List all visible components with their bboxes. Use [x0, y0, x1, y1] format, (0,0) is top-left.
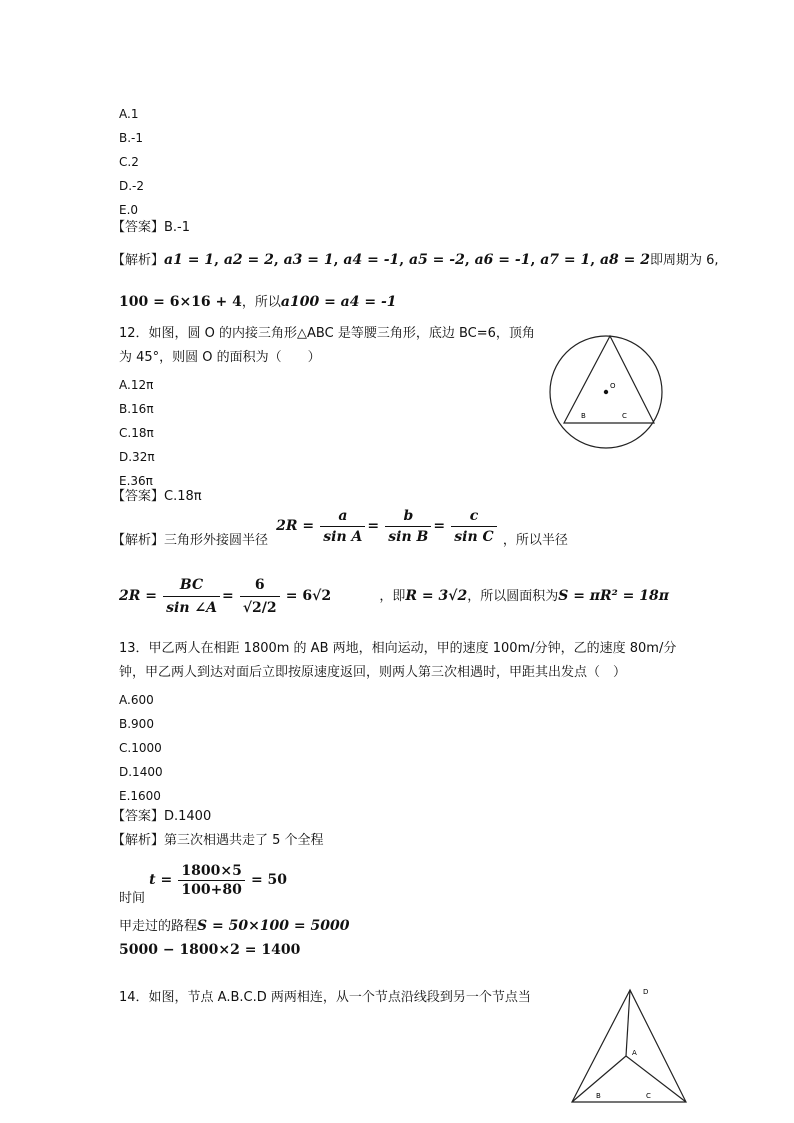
label-o: O	[610, 382, 616, 390]
frac-num: 6	[240, 574, 280, 597]
time-label: 时间	[119, 891, 146, 906]
after-law-text: ，所以半径	[502, 533, 568, 548]
seq-term: a6 = -1	[474, 252, 531, 268]
seq-term: a8 = 2	[599, 252, 651, 268]
q12-stem-line1: 12．如图，圆 O 的内接三角形△ABC 是等腰三角形，底边 BC=6，顶角	[119, 326, 535, 341]
q13-stem-line2: 钟，甲乙两人到达对面后立即按原速度返回，则两人第三次相遇时，甲距其出发点（ ）	[119, 665, 627, 680]
label-c: C	[622, 412, 627, 420]
label-d: D	[643, 988, 649, 996]
step-equation: 100 = 6×16 + 4	[119, 294, 242, 310]
q12-option-b: B.16π	[119, 402, 154, 416]
analysis-text: 第三次相遇共走了 5 个全程	[164, 833, 324, 848]
frac-num: c	[451, 506, 496, 527]
q13-option-d: D.1400	[119, 765, 163, 779]
q13-time	[119, 862, 288, 906]
q12-option-c: C.18π	[119, 426, 154, 440]
law-lhs: 2R =	[276, 518, 315, 534]
radius-equation: R = 3√2	[405, 588, 468, 604]
q13-analysis	[112, 833, 324, 849]
q13-final	[119, 942, 300, 959]
frac-den: sin B	[388, 529, 429, 545]
q12-analysis: 【解析】三角形外接圆半径 2R = $\frac{a}{\text{sin A}}$ = $\frac{b}{\text{sin B}}$ = $\frac{c}{\text{sin C}}$ ，所以半径	[112, 508, 568, 548]
q12-calc: 2R = $\frac{BC}{\sin \angle A}$ = $\frac{6}{√2/2}$ = 6√2 ，即R = 3√2，所以圆面积为S = πR² = 18π	[119, 574, 669, 619]
frac-num: b	[385, 506, 431, 527]
step-text: ，所以	[241, 295, 281, 310]
label-b: B	[596, 1092, 601, 1100]
mid-text: ，即	[379, 589, 406, 604]
label-b: B	[581, 412, 586, 420]
frac-den: 100+80	[181, 882, 242, 898]
q11-option-e: E.0	[119, 203, 139, 217]
analysis-label: 【解析】	[112, 833, 165, 848]
q11-option-a: A.1	[119, 107, 139, 121]
frac-den: √2/2	[242, 600, 277, 616]
label-c: C	[646, 1092, 651, 1100]
edge-ac	[626, 1056, 686, 1102]
q13-option-e: E.1600	[119, 789, 161, 803]
seq-term: a4 = -1	[343, 252, 400, 268]
distance-equation: S = 50×100 = 5000	[197, 918, 350, 934]
center-point	[604, 390, 608, 394]
analysis-label: 【解析】	[112, 533, 165, 548]
q11-answer: 【答案】B.-1	[112, 220, 191, 235]
analysis-text: 三角形外接圆半径	[164, 533, 269, 548]
result-equation: a100 = a4 = -1	[280, 294, 397, 310]
q13-option-a: A.600	[119, 693, 154, 707]
q13-stem-line1: 13．甲乙两人在相距 1800m 的 AB 两地，相向运动，甲的速度 100m/分钟，乙的速度 80m/分	[119, 641, 677, 656]
circle-triangle-figure	[548, 330, 664, 456]
q13-option-b: B.900	[119, 717, 154, 731]
label-a: A	[632, 1049, 637, 1057]
frac-den: sin C	[454, 529, 494, 545]
q12-answer: 【答案】C.18π	[112, 489, 202, 504]
t-rhs: = 50	[250, 872, 288, 888]
q11-option-c: C.2	[119, 155, 139, 169]
seq-term: a5 = -2	[409, 252, 465, 268]
q12-option-d: D.32π	[119, 450, 155, 464]
calc-rhs: = 6√2	[285, 588, 332, 604]
q12-option-a: A.12π	[119, 378, 154, 392]
q11-step	[119, 294, 397, 311]
t-lhs: t =	[149, 872, 173, 888]
q12-stem-line2: 为 45°，则圆 O 的面积为（ ）	[119, 350, 321, 365]
distance-label: 甲走过的路程	[119, 919, 198, 934]
q13-option-c: C.1000	[119, 741, 162, 755]
frac-den: sin A	[323, 529, 363, 545]
frac-num: a	[320, 506, 365, 527]
node-graph-figure	[566, 982, 690, 1106]
q14-stem-line1: 14．如图，节点 A.B.C.D 两两相连，从一个节点沿线段到另一个节点当	[119, 990, 531, 1005]
frac-den: sin ∠A	[166, 600, 217, 616]
q11-option-b: B.-1	[119, 131, 144, 145]
q11-option-d: D.-2	[119, 179, 145, 193]
area-equation: S = πR² = 18π	[558, 588, 670, 604]
frac-num: 1800×5	[178, 862, 244, 881]
q13-distance	[119, 918, 349, 935]
seq-term: a1 = 1	[164, 252, 215, 268]
area-text: ，所以圆面积为	[467, 589, 559, 604]
seq-term: a7 = 1	[540, 252, 591, 268]
triangle-abc	[564, 336, 654, 423]
seq-term: a3 = 1	[283, 252, 334, 268]
q12-option-e: E.36π	[119, 474, 153, 488]
q13-answer: 【答案】D.1400	[112, 809, 212, 824]
analysis-label: 【解析】	[112, 253, 165, 268]
calc-lhs: 2R =	[119, 588, 157, 604]
edge-da	[626, 990, 630, 1056]
seq-term: a2 = 2	[223, 252, 274, 268]
q11-analysis: 【解析】a1 = 1, a2 = 2, a3 = 1, a4 = -1, a5 = -2, a6 = -1, a7 = 1, a8 = 2即周期为 6,	[112, 252, 719, 268]
period-text: 即周期为 6,	[650, 253, 719, 268]
frac-num: BC	[163, 574, 220, 597]
final-equation: 5000 − 1800×2 = 1400	[119, 942, 301, 958]
